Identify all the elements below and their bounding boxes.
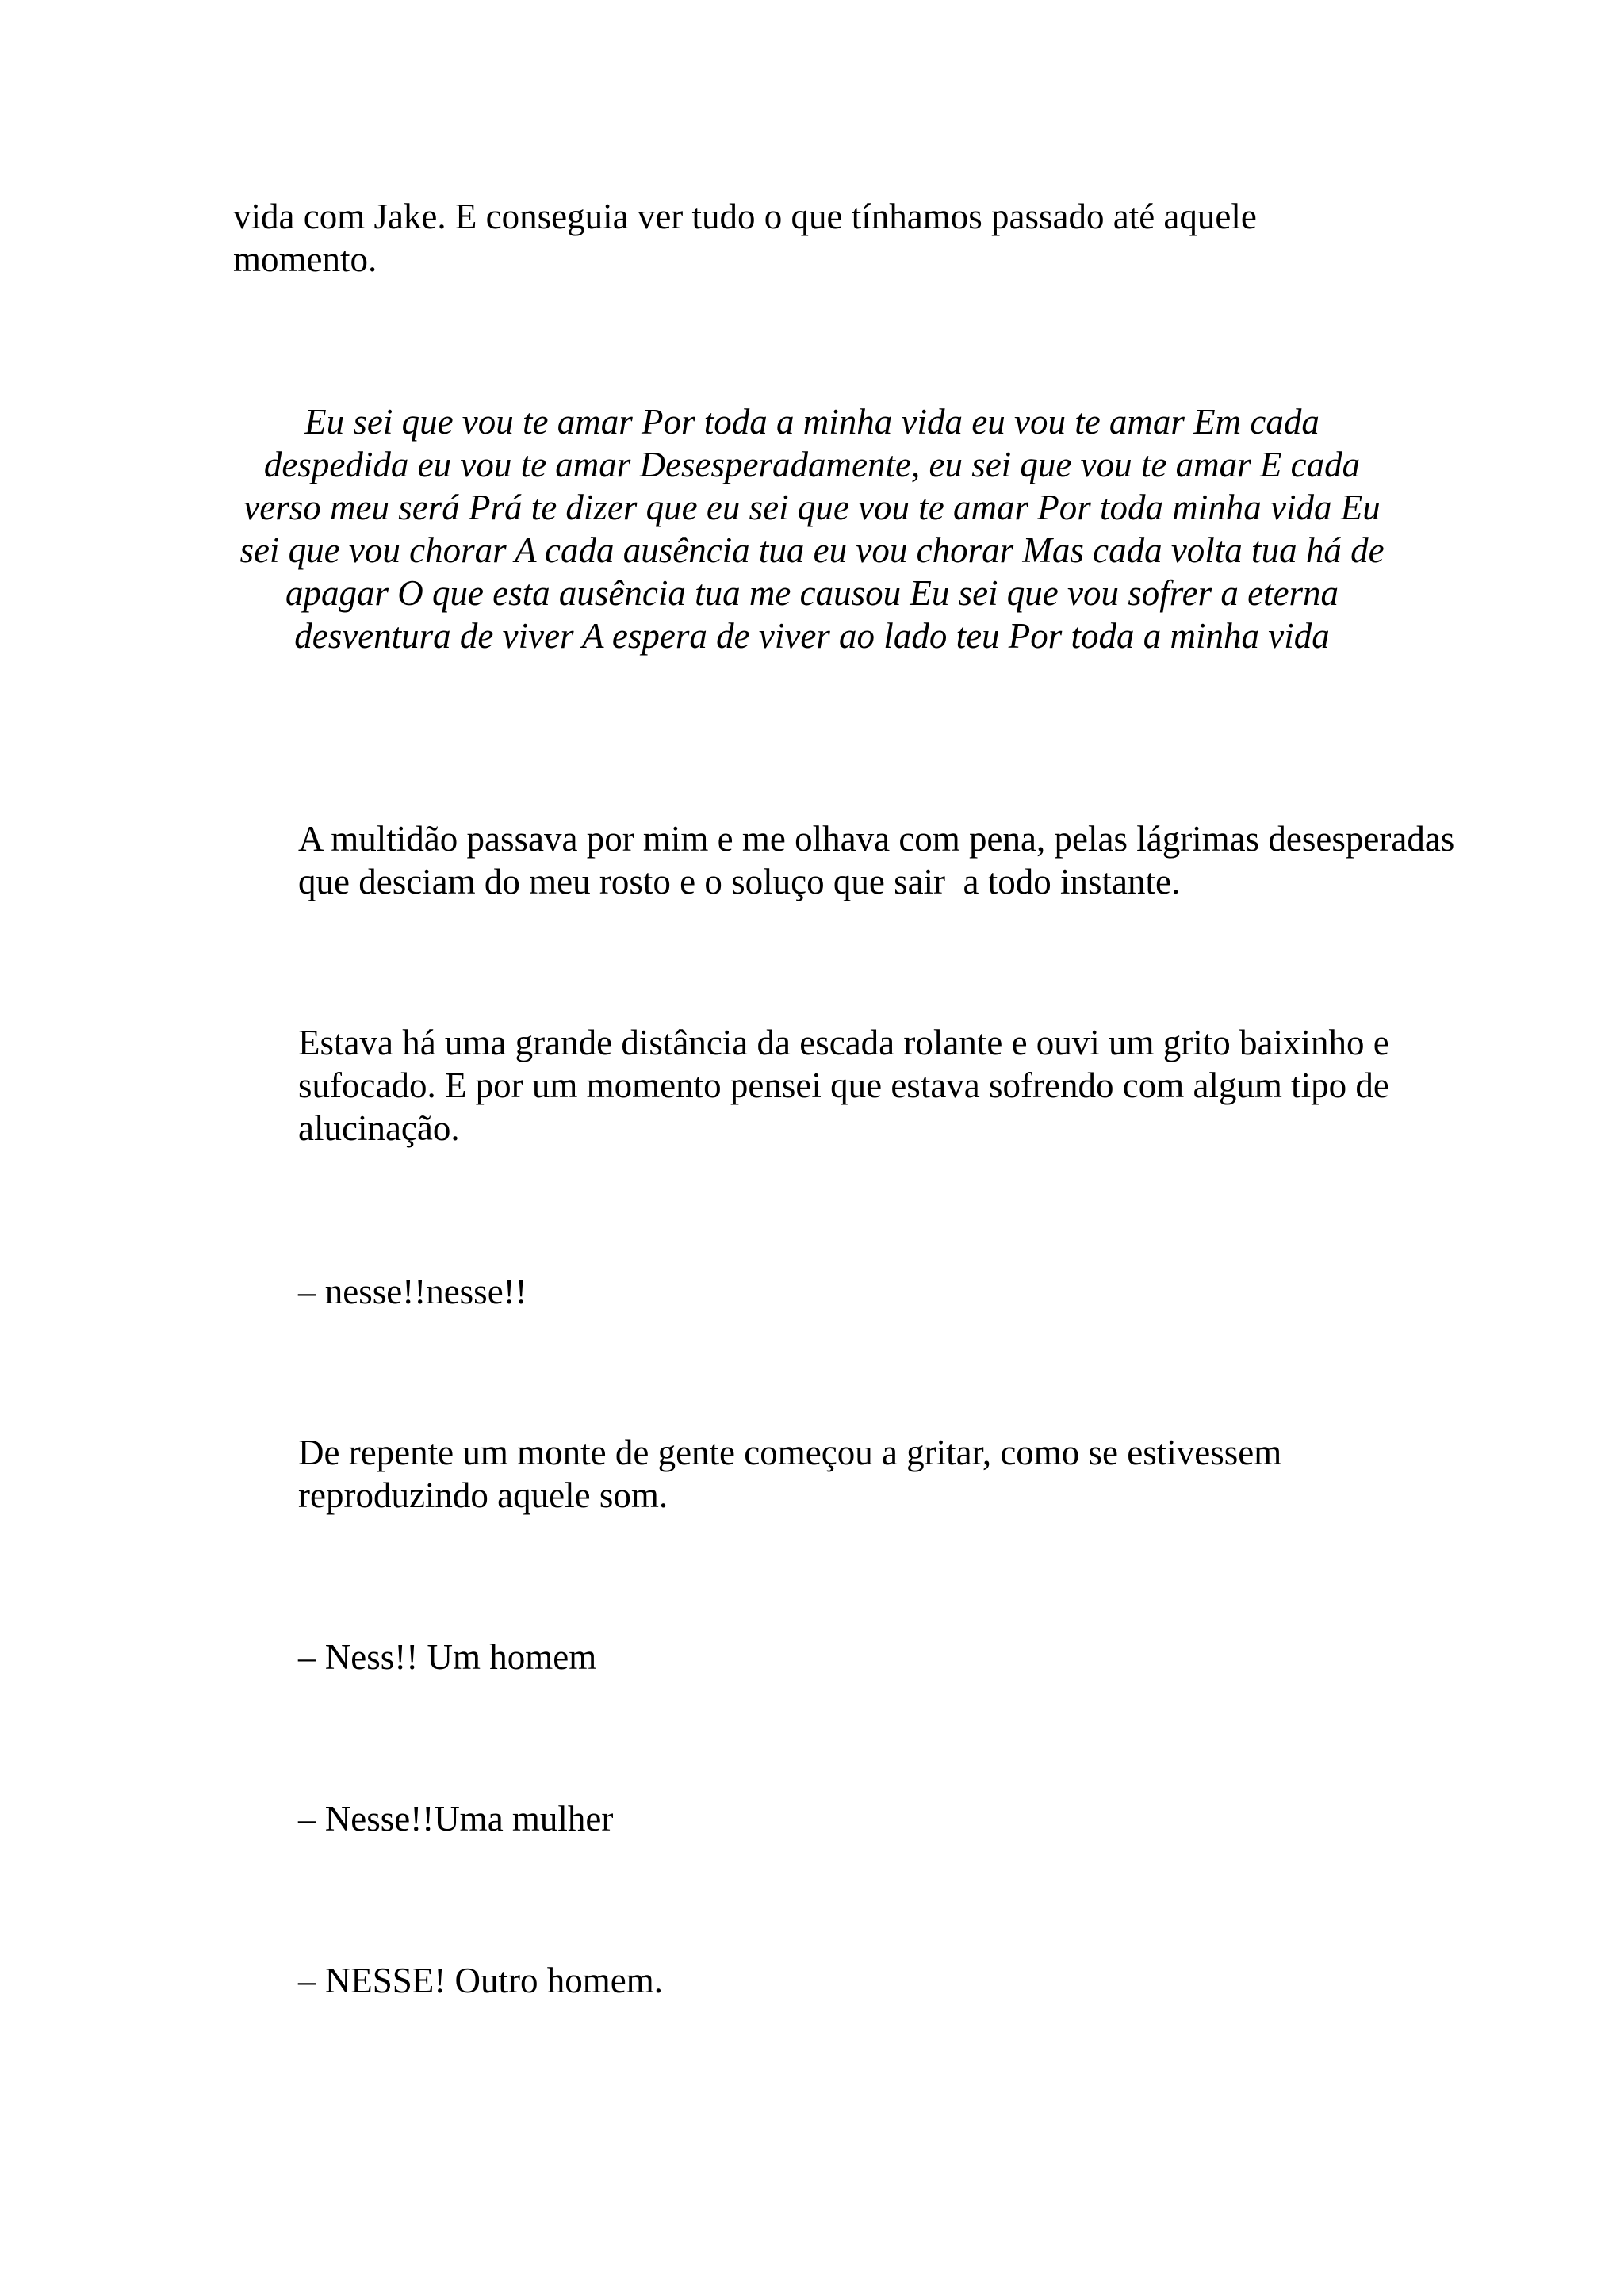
dialogue-line-2: – Ness!! Um homem bbox=[298, 1637, 597, 1677]
song-lyrics-verse: Eu sei que vou te amar Por toda a minha vida eu vou te amar Em cada despedida eu vou te amar Desesperadamente, eu sei que vou te amar E cada verso meu será Prá te dizer que eu sei que vou te amar Por toda minha vida Eu sei que vou chorar A cada ausência tua eu vou chorar Mas cada volta tua há de apagar O que esta ausência tua me causou Eu sei que vou sofrer a eterna desventura de viver A espera de viver ao lado teu Por toda a minha vida bbox=[239, 402, 1385, 656]
paragraph-crowd-shouting: De repente um monte de gente começou a gritar, como se estivessem reproduzindo aquele som. bbox=[298, 1433, 1291, 1515]
dialogue-line-1: – nesse!!nesse!! bbox=[298, 1272, 527, 1311]
paragraph-crowd: A multidão passava por mim e me olhava com pena, pelas lágrimas desesperadas que desciam do meu rosto e o soluço que sair a todo instante. bbox=[298, 819, 1464, 901]
paragraph-continuation: vida com Jake. E conseguia ver tudo o que tínhamos passado até aquele momento. bbox=[233, 197, 1266, 279]
paragraph-escalator: Estava há uma grande distância da escada rolante e ouvi um grito baixinho e sufocado. E por um momento pensei que estava sofrendo com algum tipo de alucinação. bbox=[298, 1023, 1399, 1148]
dialogue-line-4: – NESSE! Outro homem. bbox=[298, 1961, 663, 2000]
dialogue-line-3: – Nesse!!Uma mulher bbox=[298, 1799, 614, 1839]
